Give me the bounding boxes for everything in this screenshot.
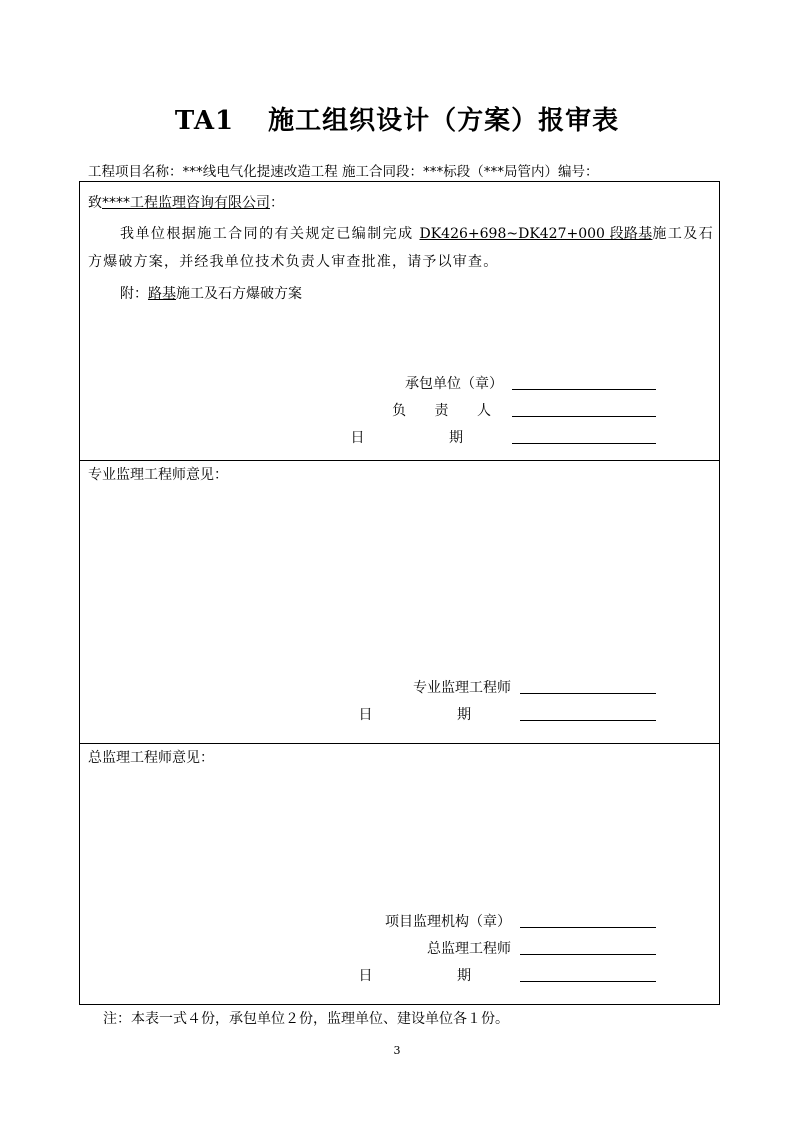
engineer-date-label: 日 期 (358, 707, 511, 723)
header-line (88, 160, 728, 180)
engineer-label: 专业监理工程师 (413, 680, 511, 696)
chief-engineer-signature-line (520, 954, 656, 955)
contractor-unit-signature-line (512, 389, 656, 390)
recipient-line (88, 192, 284, 212)
attachment-underlined: 路基 (148, 286, 176, 302)
form-note: 注：本表一式４份，承包单位２份，监理单位、建设单位各１份。 (103, 1011, 509, 1027)
chief-engineer-label: 总监理工程师 (427, 941, 511, 957)
supervision-org-label: 项目监理机构（章） (385, 914, 511, 930)
project-label: 工程项目名称： (88, 164, 183, 180)
engineer-signature-line (520, 693, 656, 694)
project-value: ***线电气化提速改造工程 (182, 164, 338, 180)
request-paragraph (88, 220, 714, 276)
engineer-opinion-heading: 专业监理工程师意见： (88, 467, 228, 483)
recipient-prefix: 致 (88, 195, 102, 211)
contractor-date-label: 日 期 (350, 430, 503, 446)
form-code: TA1 (174, 106, 235, 136)
contract-value: ***标段（***局管内） (423, 164, 559, 180)
contractor-section (80, 182, 719, 461)
chief-date-line (520, 981, 656, 982)
recipient-suffix: ： (270, 195, 284, 211)
engineer-opinion-section (80, 461, 719, 744)
form-title (0, 100, 794, 137)
recipient-company: ****工程监理咨询有限公司 (102, 195, 270, 211)
form-table (79, 181, 720, 1005)
page-number: 3 (393, 1044, 401, 1057)
chief-opinion-heading: 总监理工程师意见： (88, 750, 214, 766)
number-label: 编号： (558, 164, 599, 180)
form-title-text: 施工组织设计（方案）报审表 (268, 106, 620, 136)
attachment-rest: 施工及石方爆破方案 (176, 286, 302, 302)
attachment-line (120, 283, 302, 303)
supervision-org-signature-line (520, 927, 656, 928)
responsible-person-signature-line (512, 416, 656, 417)
contractor-unit-label: 承包单位（章） (405, 376, 503, 392)
contractor-date-line (512, 443, 656, 444)
chief-date-label: 日 期 (358, 968, 511, 984)
attachment-prefix: 附： (120, 286, 148, 302)
engineer-date-line (520, 720, 656, 721)
request-rest: 施工及石方爆破方案，并经我单位技术负责人审查批准，请予以审查。 (88, 226, 714, 270)
request-intro: 我单位根据施工合同的有关规定已编制完成 (120, 226, 414, 242)
contract-label: 施工合同段： (342, 164, 424, 180)
chief-opinion-section (80, 744, 719, 1004)
request-range: DK426+698~DK427+000 段路基 (419, 226, 653, 242)
responsible-person-label: 负 责 人 (392, 403, 503, 419)
